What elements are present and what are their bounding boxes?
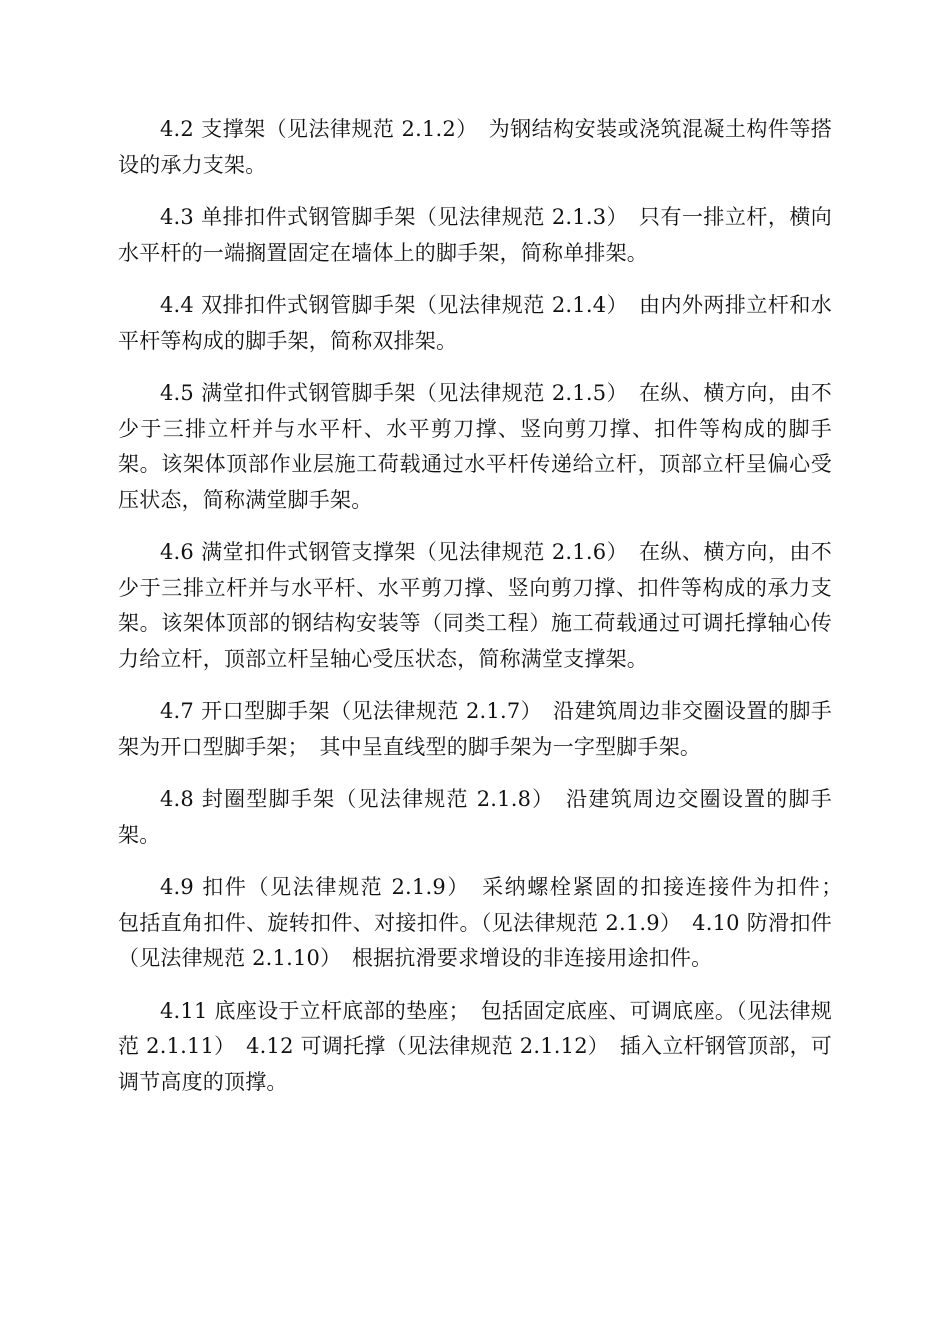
paragraph-4-3: 4.3 单排扣件式钢管脚手架（见法律规范 2.1.3） 只有一排立杆，横向水平杆的一端搁置固定在墙体上的脚手架，简称单排架。 — [118, 205, 832, 265]
paragraph-4-9: 4.9 扣件（见法律规范 2.1.9） 采纳螺栓紧固的扣接连接件为扣件； 包括直角扣件、旋转扣件、对接扣件。（见法律规范 2.1.9） 4.10 防滑扣件（见法律规范 2.1.10） 根据抗滑要求增设的非连接用途扣件。 — [118, 875, 854, 970]
paragraph-4-11: 4.11 底座设于立杆底部的垫座； 包括固定底座、可调底座。（见法律规范 2.1.11） 4.12 可调托撑（见法律规范 2.1.12） 插入立杆钢管顶部，可调节高度的顶撑。 — [118, 998, 832, 1094]
paragraph-4-4: 4.4 双排扣件式钢管脚手架（见法律规范 2.1.4） 由内外两排立杆和水平杆等构成的脚手架，简称双排架。 — [118, 293, 832, 353]
paragraph-4-5: 4.5 满堂扣件式钢管脚手架（见法律规范 2.1.5） 在纵、横方向，由不少于三排立杆并与水平杆、水平剪刀撑、竖向剪刀撑、扣件等构成的脚手架。该架体顶部作业层施工荷载通过水平杆传递给立杆，顶部立杆呈偏心受压状态，简称满堂脚手架。 — [118, 381, 832, 512]
paragraph-4-8: 4.8 封圈型脚手架（见法律规范 2.1.8） 沿建筑周边交圈设置的脚手架。 — [118, 787, 832, 847]
paragraph-4-6: 4.6 满堂扣件式钢管支撑架（见法律规范 2.1.6） 在纵、横方向，由不少于三排立杆并与水平杆、水平剪刀撑、竖向剪刀撑、扣件等构成的承力支架。该架体顶部的钢结构安装等（同类工程）施工荷载通过可调托撑轴心传力给立杆，顶部立杆呈轴心受压状态，简称满堂支撑架。 — [118, 540, 832, 671]
document-body — [118, 112, 854, 1117]
paragraph-4-7: 4.7 开口型脚手架（见法律规范 2.1.7） 沿建筑周边非交圈设置的脚手架为开口型脚手架； 其中呈直线型的脚手架为一字型脚手架。 — [118, 699, 832, 759]
paragraph-4-2: 4.2 支撑架（见法律规范 2.1.2） 为钢结构安装或浇筑混凝土构件等搭设的承力支架。 — [118, 117, 832, 177]
